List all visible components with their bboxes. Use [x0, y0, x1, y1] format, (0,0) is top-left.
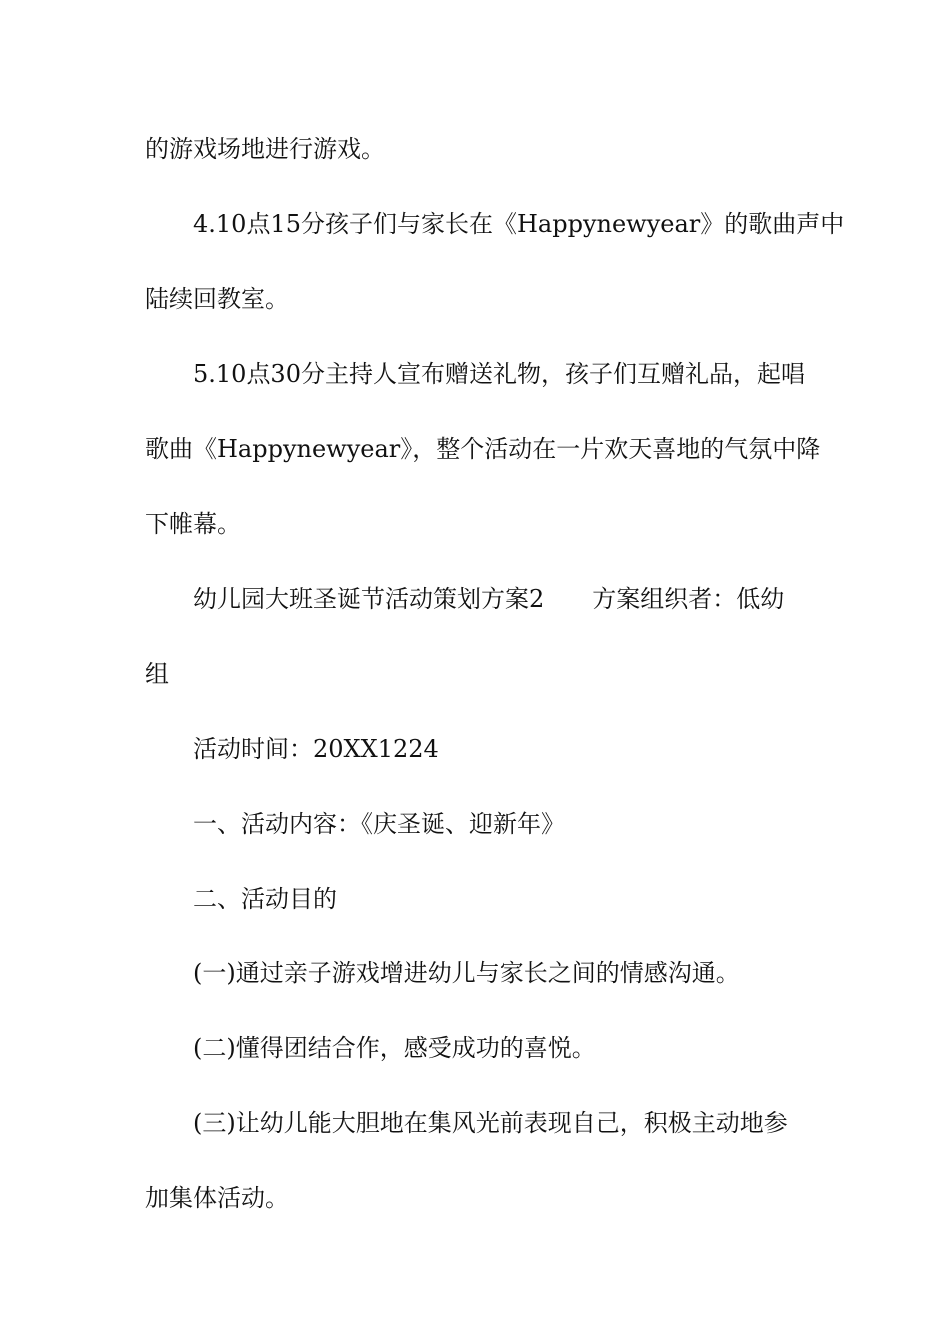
paragraph-line: 组 — [145, 660, 169, 688]
paragraph-line: 下帷幕。 — [145, 510, 241, 538]
paragraph-line: 的游戏场地进行游戏。 — [145, 135, 385, 163]
paragraph-line: 陆续回教室。 — [145, 285, 289, 313]
goal-item-3: (三)让幼儿能大胆地在集风光前表现自己，积极主动地参 — [193, 1109, 788, 1137]
activity-time-line: 活动时间：20XX1224 — [193, 735, 439, 763]
section-title-line: 幼儿园大班圣诞节活动策划方案2 方案组织者：低幼 — [193, 585, 785, 613]
heading-activity-content: 一、活动内容：《庆圣诞、迎新年》 — [193, 810, 565, 838]
heading-activity-goal: 二、活动目的 — [193, 885, 337, 913]
paragraph-line: 歌曲《Happynewyear》，整个活动在一片欢天喜地的气氛中降 — [145, 435, 821, 463]
paragraph-line: 加集体活动。 — [145, 1184, 289, 1212]
paragraph-line: 4.10点15分孩子们与家长在《Happynewyear》的歌曲声中 — [193, 210, 845, 238]
goal-item-1: (一)通过亲子游戏增进幼儿与家长之间的情感沟通。 — [193, 959, 740, 987]
goal-item-2: (二)懂得团结合作，感受成功的喜悦。 — [193, 1034, 596, 1062]
paragraph-line: 5.10点30分主持人宣布赠送礼物，孩子们互赠礼品，起唱 — [193, 360, 805, 388]
